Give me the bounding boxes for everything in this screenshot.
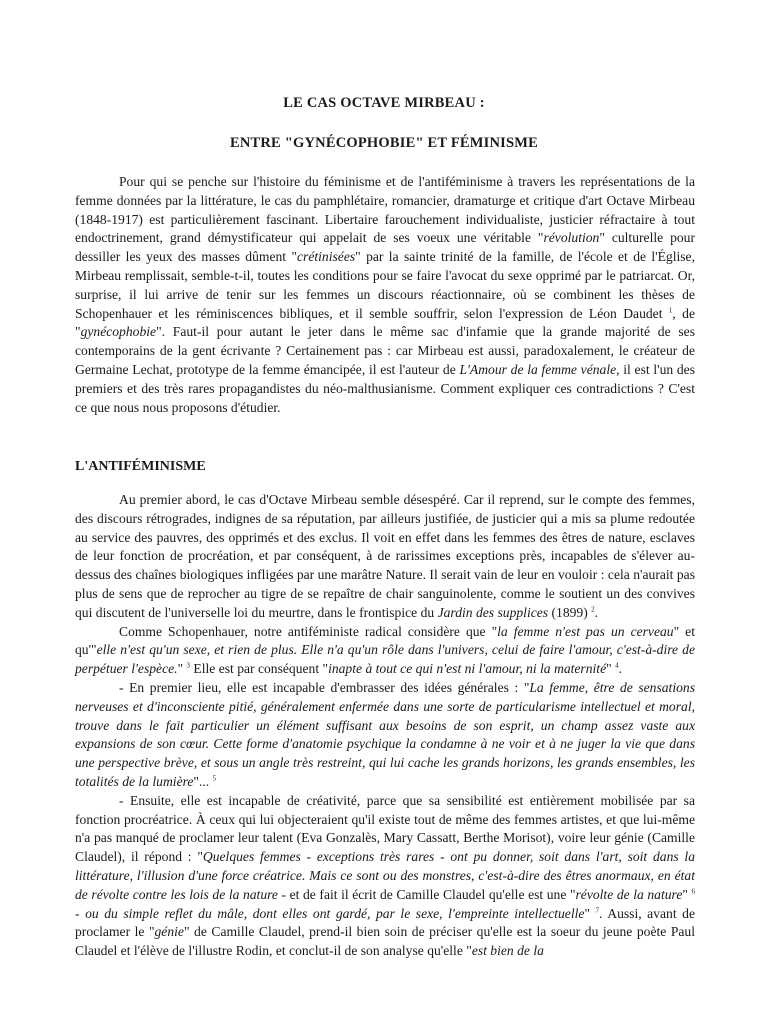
intro-paragraph: Pour qui se penche sur l'histoire du féminisme et de l'antiféminisme à travers les représentations de la femme données par la littérature, le cas du pamphlétaire, romancier, dramaturge et critique d'art Octave Mirbeau (1848-1917) est particulièrement fascinant. Libertaire farouchement individualiste, justicier réfractaire à tout endoctrinement, grand démystificateur qui appelait de ses voeux une véritable "révolution" culturelle pour dessiller les yeux des masses dûment "crétinisées" par la sainte trinité de la famille, de l'école et de l'Église, Mirbeau remplissait, semble-t-il, toutes les conditions pour se faire l'avocat du sexe opprimé par le patriarcat. Or, surprise, il lui arrive de tenir sur les femmes un discours réactionnaire, où se combinent les thèses de Schopenhauer et les réminiscences bibliques, et il semble souffrir, selon l'expression de Léon Daudet $^1$, de "gynécophobie". Faut-il pour autant le jeter dans le même sac d'infamie que la grande majorité de ses contemporains de la gent écrivante ? Certainement pas : car Mirbeau est aussi, paradoxalement, le créateur de Germaine Lechat, prototype de la femme émancipée, il est l'auteur de L'Amour de la femme vénale, il est l'un des premiers et des très rares propagandistes du néo-malthusianisme. Comment expliquer ces contradictions ? C'est ce que nous nous proposons d'étudier.	[75, 174, 695, 415]
intro-section	[75, 173, 695, 417]
section-heading: L'ANTIFÉMINISME	[75, 459, 206, 474]
antifeminism-section	[75, 491, 695, 961]
document-title: LE CAS OCTAVE MIRBEAU :	[283, 95, 485, 111]
document-subtitle: ENTRE "GYNÉCOPHOBIE" ET FÉMINISME	[229, 135, 539, 151]
footnote-ref: 2	[591, 605, 595, 614]
paragraph-b: Comme Schopenhauer, notre antiféministe radical considère que "la femme n'est pas un cerveau" et qu'"elle n'est qu'un sexe, et rien de plus. Elle n'a qu'un rôle dans l'univers, celui de faire l'amour, c'est-à-dire de perpétuer l'espèce." $^3$ Elle est par conséquent "inapte à tout ce qui n'est ni l'amour, ni la maternité" $^4$.	[75, 623, 695, 677]
footnote-ref: 3	[186, 661, 191, 670]
footnote-ref: 6	[691, 887, 695, 896]
footnote-ref: 1	[668, 306, 673, 315]
footnote-ref: 4	[615, 661, 619, 670]
paragraph-c: - En premier lieu, elle est incapable d'embrasser des idées générales : "La femme, être de sensations nerveuses et d'inconsciente pitié, généralement enfermée dans une sorte de particularisme intellectuel et moral, trouve dans le fait particulier un élément suffisant aux besoins de son esprit, un champ assez vaste aux expansions de son cœur. Cette forme d'anatomie psychique la condamne à ne voir et à ne juger la vie que dans une perspective brève, et sous un angle très restreint, qui lui cache les grands horizons, les grands ensembles, les totalités de la lumière"... $^5$	[75, 679, 695, 789]
footnote-ref: 7	[595, 906, 600, 914]
paragraph-d: - Ensuite, elle est incapable de créativité, parce que sa sensibilité est entièrement mobilisée par sa fonction procréatrice. À ceux qui lui objecteraient qu'il existe tout de même des femmes artistes, et que lui-même n'a pas manqué de proclamer leur talent (Eva Gonzalès, Mary Cassatt, Berthe Morisot), voire leur génie (Camille Claudel), il répond : "Quelques femmes - exceptions très rares - ont pu donner, soit dans l'art, soit dans la littérature, l'illusion d'une force créatrice. Mais ce sont ou des monstres, c'est-à-dire des êtres anormaux, en état de révolte contre les lois de la nature - et de fait il écrit de Camille Claudel qu'elle est une "révolte de la nature" $^6$ - ou du simple reflet du mâle, dont elles ont gardé, par le sexe, l'empreinte intellectuelle" $^7$. Aussi, avant de proclamer le "génie" de Camille Claudel, prend-il bien soin de préciser qu'elle est la soeur du jeune poète Paul Claudel et l'élève de l'illustre Rodin, et conclut-il de son analyse qu'elle "est bien de la	[75, 792, 695, 959]
paragraph-a: Au premier abord, le cas d'Octave Mirbeau semble désespéré. Car il reprend, sur le compte des femmes, des discours rétrogrades, indignes de sa réputation, par ailleurs justifiée, de justicier qui a mis sa plume redoutée au service des pauvres, des opprimés et des exclus. Il voit en effet dans les femmes des êtres de nature, esclaves de leur fonction de procréation, et par conséquent, à de rarissimes exceptions près, incapables de s'élever au-dessus des chaînes biologiques infligées par une marâtre Nature. Il serait vain de leur en vouloir : cela n'aurait pas plus de sens que de reprocher au tigre de se repaître de chair sanguinolente, comme le soutient un des convives qui discutent de l'universelle loi du meurtre, dans le frontispice du Jardin des supplices (1899) $^2$.	[75, 492, 695, 620]
footnote-ref: 5	[212, 774, 217, 783]
